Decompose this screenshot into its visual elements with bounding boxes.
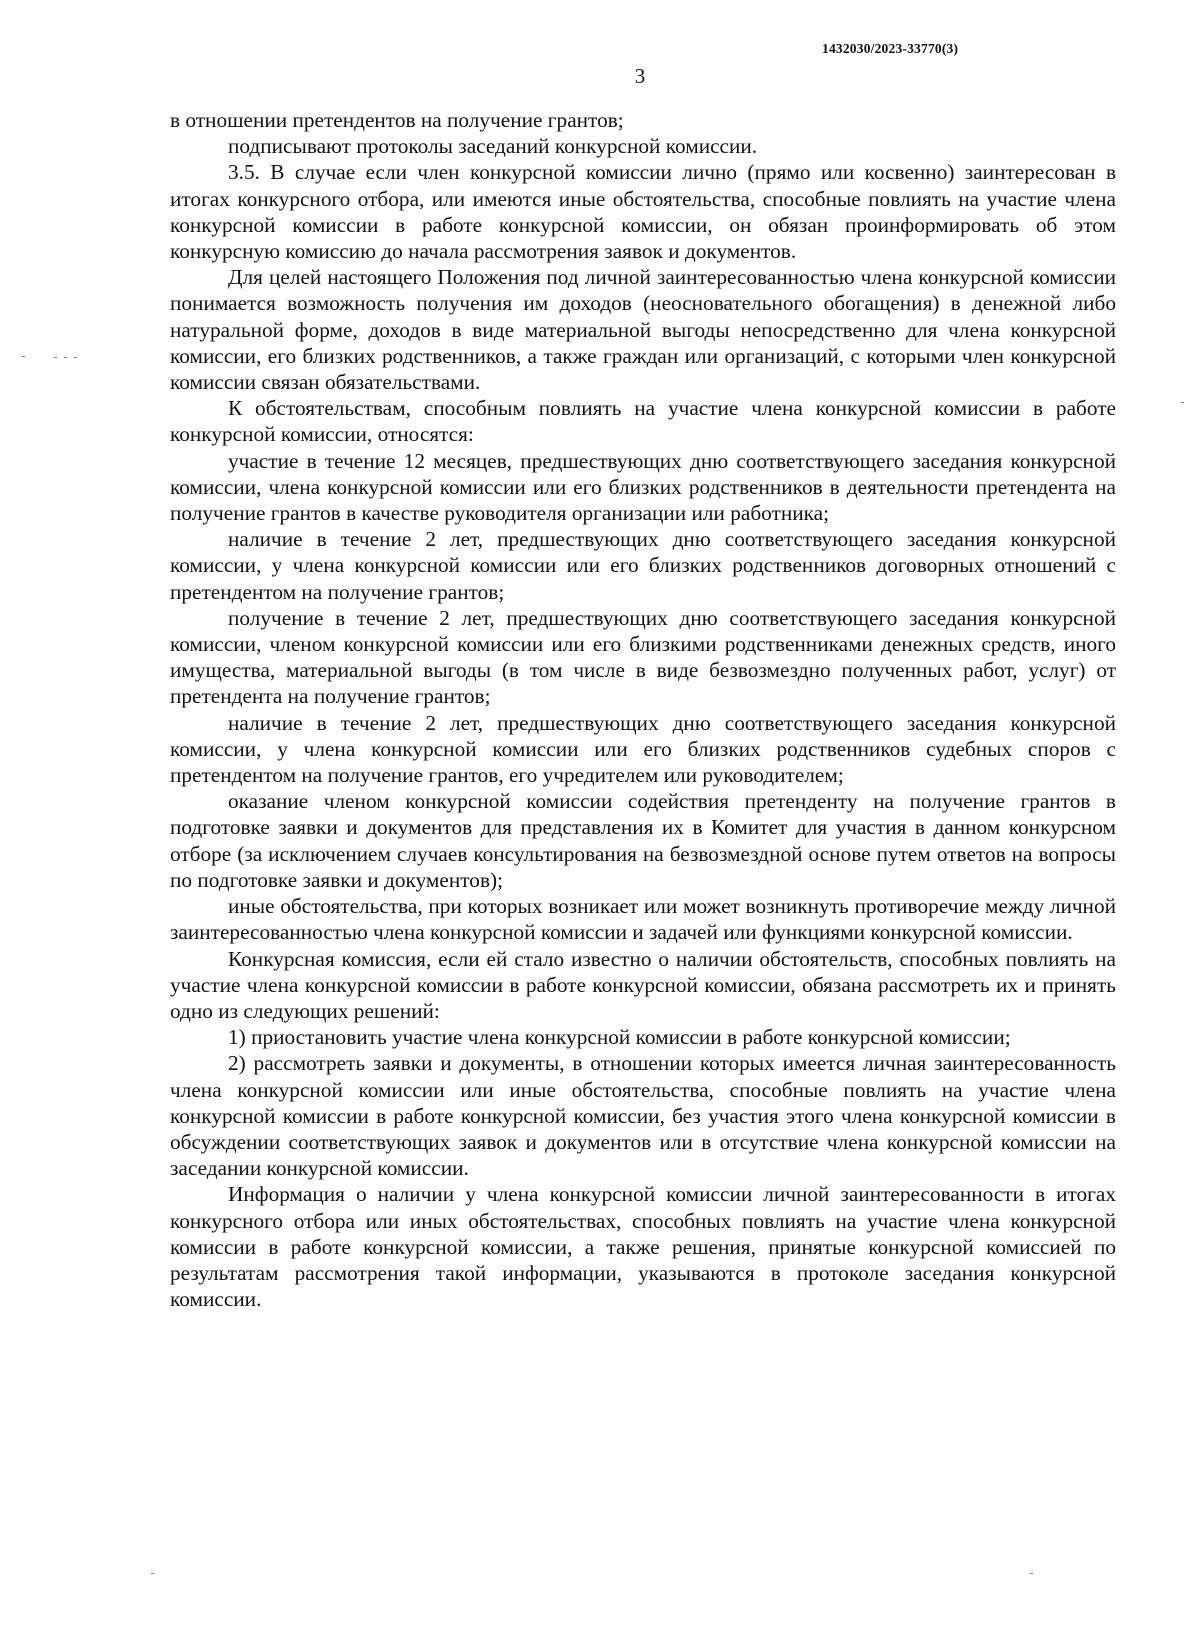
scan-speck — [54, 357, 57, 358]
scan-speck — [151, 1573, 154, 1574]
paragraph: в отношении претендентов на получение грантов; — [170, 108, 624, 132]
paragraph: наличие в течение 2 лет, предшествующих дню соответствующего заседания конкурсной комиссии, у члена конкурсной комиссии или его близких родственников судебных споров с претендентом на получение грантов, его учредителем или руководителем; — [170, 710, 1116, 788]
paragraph: 2) рассмотреть заявки и документы, в отношении которых имеется личная заинтересованность члена конкурсной комиссии или иные обстоятельства, способные повлиять на участие члена конкурсной комиссии в работе конкурсной комиссии, без участия этого члена конкурсной комиссии в обсуждении соответствующих заявок и документов или в отсутствие члена конкурсной комиссии на заседании конкурсной комиссии. — [170, 1051, 1116, 1181]
scan-speck — [1181, 402, 1184, 403]
scan-speck — [64, 357, 67, 358]
paragraph: К обстоятельствам, способным повлиять на участие члена конкурсной комиссии в работе конкурсной комиссии, относятся: — [170, 396, 1116, 447]
paragraph: получение в течение 2 лет, предшествующих дню соответствующего заседания конкурсной комиссии, членом конкурсной комиссии или его близкими родственниками денежных средств, иного имущества, материальной выгоды (в том числе в виде безвозмездно полученных работ, услуг) от претендента на получение грантов; — [170, 605, 1116, 709]
paragraph: подписывают протоколы заседаний конкурсной комиссии. — [228, 134, 758, 159]
paragraph: участие в течение 12 месяцев, предшествующих дню соответствующего заседания конкурсной комиссии, члена конкурсной комиссии или его близких родственников в деятельности претендента на получение грантов в качестве руководителя организации или работника; — [170, 448, 1116, 526]
scan-speck — [22, 356, 25, 357]
scan-speck — [1030, 1573, 1033, 1574]
paragraph: Для целей настоящего Положения под личной заинтересованностью члена конкурсной комиссии понимается возможность получения им доходов (неосновательного обогащения) в денежной либо натуральной форме, доходов в виде материальной выгоды непосредственно для члена конкурсной комиссии, его близких родственников, а также граждан или организаций, с которыми член конкурсной комиссии связан обязательствами. — [170, 265, 1116, 395]
paragraph: Информация о наличии у члена конкурсной комиссии личной заинтересованности в итогах конкурсного отбора или иных обстоятельствах, способных повлиять на участие члена конкурсной комиссии в работе конкурсной комиссии, а также решения, принятые конкурсной комиссией по результатам рассмотрения такой информации, указываются в протоколе заседания конкурсной комиссии. — [170, 1182, 1116, 1312]
document-number: 1432030/2023-33770(3) — [822, 41, 959, 56]
paragraph: наличие в течение 2 лет, предшествующих дню соответствующего заседания конкурсной комиссии, у члена конкурсной комиссии или его близких родственников договорных отношений с претендентом на получение грантов; — [170, 527, 1116, 604]
scan-speck — [74, 357, 77, 358]
paragraph: Конкурсная комиссия, если ей стало известно о наличии обстоятельств, способных повлиять на участие члена конкурсной комиссии в работе конкурсной комиссии, обязана рассмотреть их и принять одно из следующих решений: — [170, 946, 1116, 1023]
paragraph: иные обстоятельства, при которых возникает или может возникнуть противоречие между личной заинтересованностью члена конкурсной комиссии и задачей или функциями конкурсной комиссии. — [170, 894, 1116, 945]
paragraph: оказание членом конкурсной комиссии содействия претенденту на получение грантов в подготовке заявки и документов для представления их в Комитет для участия в данном конкурсном отборе (за исключением случаев консультирования на безвозмездной основе путем ответов на вопросы по подготовке заявки и документов); — [170, 789, 1116, 892]
paragraph: 3.5. В случае если член конкурсной комиссии лично (прямо или косвенно) заинтересован в итогах конкурсного отбора, или имеются иные обстоятельства, способные повлиять на участие члена конкурсной комиссии в работе конкурсной комиссии, он обязан проинформировать об этом конкурсную комиссию до начала рассмотрения заявок и документов. — [170, 160, 1116, 264]
paragraph: 1) приостановить участие члена конкурсной комиссии в работе конкурсной комиссии; — [228, 1025, 1011, 1050]
document-body — [170, 107, 1116, 1312]
page-number: 3 — [634, 64, 646, 88]
